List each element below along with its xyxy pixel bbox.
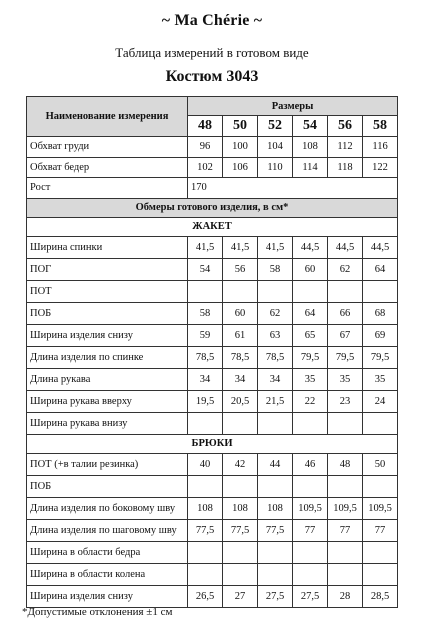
- row-label: Обхват бедер: [27, 157, 188, 178]
- cell-value: 54: [188, 258, 223, 280]
- cell-value: [293, 412, 328, 434]
- measurement-table: [26, 96, 398, 608]
- cell-value: 21,5: [258, 390, 293, 412]
- row-label: Длина изделия по шаговому шву: [27, 519, 188, 541]
- cell-value: [363, 563, 398, 585]
- header-row: [27, 97, 398, 116]
- size-header-54: 54: [293, 116, 328, 137]
- cell-value: [223, 412, 258, 434]
- table-row: [27, 412, 398, 434]
- cell-value: 41,5: [188, 236, 223, 258]
- table-row: [27, 390, 398, 412]
- cell-value: [293, 541, 328, 563]
- product-title: Костюм 3043: [165, 68, 259, 85]
- cell-value: 59: [188, 324, 223, 346]
- cell-value: 44,5: [293, 236, 328, 258]
- cell-value: 60: [223, 302, 258, 324]
- cell-value: [223, 475, 258, 497]
- row-label: Ширина изделия снизу: [27, 585, 188, 607]
- cell-value: 108: [223, 497, 258, 519]
- footnote: *Допустимые отклонения ±1 см: [22, 606, 173, 618]
- cell-value: 41,5: [223, 236, 258, 258]
- cell-value: 35: [363, 368, 398, 390]
- cell-value: 35: [293, 368, 328, 390]
- row-label: Обхват груди: [27, 137, 188, 158]
- table-row: [27, 368, 398, 390]
- table-row: [27, 453, 398, 475]
- size-header-56: 56: [328, 116, 363, 137]
- cell-value: 69: [363, 324, 398, 346]
- cell-value: 44,5: [328, 236, 363, 258]
- table-row: [27, 563, 398, 585]
- cell-value: 20,5: [223, 390, 258, 412]
- cell-value: 68: [363, 302, 398, 324]
- cell-value: 79,5: [363, 346, 398, 368]
- cell-value: [188, 280, 223, 302]
- row-label: Ширина в области бедра: [27, 541, 188, 563]
- cell-value: [258, 475, 293, 497]
- cell-value: 46: [293, 453, 328, 475]
- cell-value: [328, 541, 363, 563]
- cell-value: 79,5: [328, 346, 363, 368]
- cell-value: 108: [258, 497, 293, 519]
- cell-value: [363, 475, 398, 497]
- row-label: ПОГ: [27, 258, 188, 280]
- row-label: Длина изделия по боковому шву: [27, 497, 188, 519]
- cell-value: 58: [258, 258, 293, 280]
- cell-value: 50: [363, 453, 398, 475]
- row-label: ПОБ: [27, 475, 188, 497]
- cell-value: 108: [293, 137, 328, 158]
- cell-value: 78,5: [188, 346, 223, 368]
- table-row-height: [27, 178, 398, 199]
- cell-value: 102: [188, 157, 223, 178]
- cell-value: [258, 412, 293, 434]
- table-row: [27, 236, 398, 258]
- cell-value: [258, 541, 293, 563]
- row-label: Ширина изделия снизу: [27, 324, 188, 346]
- size-header-48: 48: [188, 116, 223, 137]
- cell-value: 22: [293, 390, 328, 412]
- cell-value: [293, 475, 328, 497]
- cell-value: 109,5: [363, 497, 398, 519]
- cell-value: 118: [328, 157, 363, 178]
- cell-value: 60: [293, 258, 328, 280]
- cell-value: 34: [188, 368, 223, 390]
- cell-value: [188, 563, 223, 585]
- cell-value: 40: [188, 453, 223, 475]
- cell-value: 63: [258, 324, 293, 346]
- garment-section-header: Обмеры готового изделия, в см*: [27, 198, 398, 217]
- cell-value: [188, 541, 223, 563]
- cell-value: 19,5: [188, 390, 223, 412]
- cell-value: 110: [258, 157, 293, 178]
- cell-value: 41,5: [258, 236, 293, 258]
- cell-value: 112: [328, 137, 363, 158]
- cell-value: [328, 280, 363, 302]
- cell-value: [258, 563, 293, 585]
- row-label: Длина изделия по спинке: [27, 346, 188, 368]
- measurement-table-body: [27, 97, 398, 608]
- cell-value: 58: [188, 302, 223, 324]
- cell-value: 56: [223, 258, 258, 280]
- cell-value: [188, 412, 223, 434]
- jacket-section-header: ЖАКЕТ: [27, 217, 398, 236]
- brand-title: ~ Ma Chérie ~: [161, 12, 263, 29]
- row-label: Длина рукава: [27, 368, 188, 390]
- row-label: Рост: [27, 178, 188, 199]
- cell-value: 116: [363, 137, 398, 158]
- cell-value: 27,5: [258, 585, 293, 607]
- row-label: Ширина рукава внизу: [27, 412, 188, 434]
- size-header-52: 52: [258, 116, 293, 137]
- cell-value: 67: [328, 324, 363, 346]
- row-label: Ширина спинки: [27, 236, 188, 258]
- cell-value: [328, 475, 363, 497]
- cell-value: 114: [293, 157, 328, 178]
- size-header-58: 58: [363, 116, 398, 137]
- cell-value: [223, 280, 258, 302]
- cell-value: 27: [223, 585, 258, 607]
- cell-value: 35: [328, 368, 363, 390]
- cell-value: 77: [363, 519, 398, 541]
- cell-value: 65: [293, 324, 328, 346]
- cell-value: 28,5: [363, 585, 398, 607]
- cell-value: 64: [363, 258, 398, 280]
- height-value: 170: [188, 178, 398, 199]
- cell-value: 77,5: [258, 519, 293, 541]
- column-header-name: Наименование измерения: [27, 97, 188, 137]
- cell-value: [363, 541, 398, 563]
- cell-value: [293, 280, 328, 302]
- section-row: [27, 198, 398, 217]
- cell-value: 27,5: [293, 585, 328, 607]
- cell-value: 34: [258, 368, 293, 390]
- column-header-sizes: Размеры: [188, 97, 398, 116]
- cell-value: 66: [328, 302, 363, 324]
- row-label: Ширина в области колена: [27, 563, 188, 585]
- cell-value: [293, 563, 328, 585]
- cell-value: 24: [363, 390, 398, 412]
- row-label: Ширина рукава вверху: [27, 390, 188, 412]
- cell-value: 104: [258, 137, 293, 158]
- cell-value: [223, 563, 258, 585]
- table-subtitle: Таблица измерений в готовом виде: [115, 45, 309, 60]
- cell-value: [223, 541, 258, 563]
- size-header-50: 50: [223, 116, 258, 137]
- cell-value: [328, 563, 363, 585]
- cell-value: 78,5: [258, 346, 293, 368]
- cell-value: 44,5: [363, 236, 398, 258]
- cell-value: 61: [223, 324, 258, 346]
- section-row: [27, 434, 398, 453]
- section-row: [27, 217, 398, 236]
- cell-value: 62: [258, 302, 293, 324]
- cell-value: [328, 412, 363, 434]
- table-row: [27, 541, 398, 563]
- cell-value: 109,5: [293, 497, 328, 519]
- cell-value: 34: [223, 368, 258, 390]
- table-row: [27, 585, 398, 607]
- cell-value: 77: [328, 519, 363, 541]
- table-row: [27, 280, 398, 302]
- row-label: ПОТ: [27, 280, 188, 302]
- cell-value: 23: [328, 390, 363, 412]
- cell-value: 100: [223, 137, 258, 158]
- cell-value: 122: [363, 157, 398, 178]
- cell-value: 48: [328, 453, 363, 475]
- cell-value: 42: [223, 453, 258, 475]
- cell-value: 62: [328, 258, 363, 280]
- table-row: [27, 137, 398, 158]
- table-row: [27, 258, 398, 280]
- cell-value: 77: [293, 519, 328, 541]
- cell-value: 28: [328, 585, 363, 607]
- table-row: [27, 475, 398, 497]
- table-row: [27, 157, 398, 178]
- table-row: [27, 302, 398, 324]
- cell-value: 109,5: [328, 497, 363, 519]
- cell-value: [188, 475, 223, 497]
- cell-value: 79,5: [293, 346, 328, 368]
- pants-section-header: БРЮКИ: [27, 434, 398, 453]
- cell-value: 44: [258, 453, 293, 475]
- cell-value: 108: [188, 497, 223, 519]
- table-row: [27, 346, 398, 368]
- cell-value: 77,5: [188, 519, 223, 541]
- cell-value: 64: [293, 302, 328, 324]
- cell-value: [363, 280, 398, 302]
- row-label: ПОТ (+в талии резинка): [27, 453, 188, 475]
- cell-value: [258, 280, 293, 302]
- table-row: [27, 324, 398, 346]
- table-row: [27, 497, 398, 519]
- cell-value: [363, 412, 398, 434]
- cell-value: 77,5: [223, 519, 258, 541]
- cell-value: 78,5: [223, 346, 258, 368]
- table-row: [27, 519, 398, 541]
- cell-value: 26,5: [188, 585, 223, 607]
- cell-value: 106: [223, 157, 258, 178]
- row-label: ПОБ: [27, 302, 188, 324]
- cell-value: 96: [188, 137, 223, 158]
